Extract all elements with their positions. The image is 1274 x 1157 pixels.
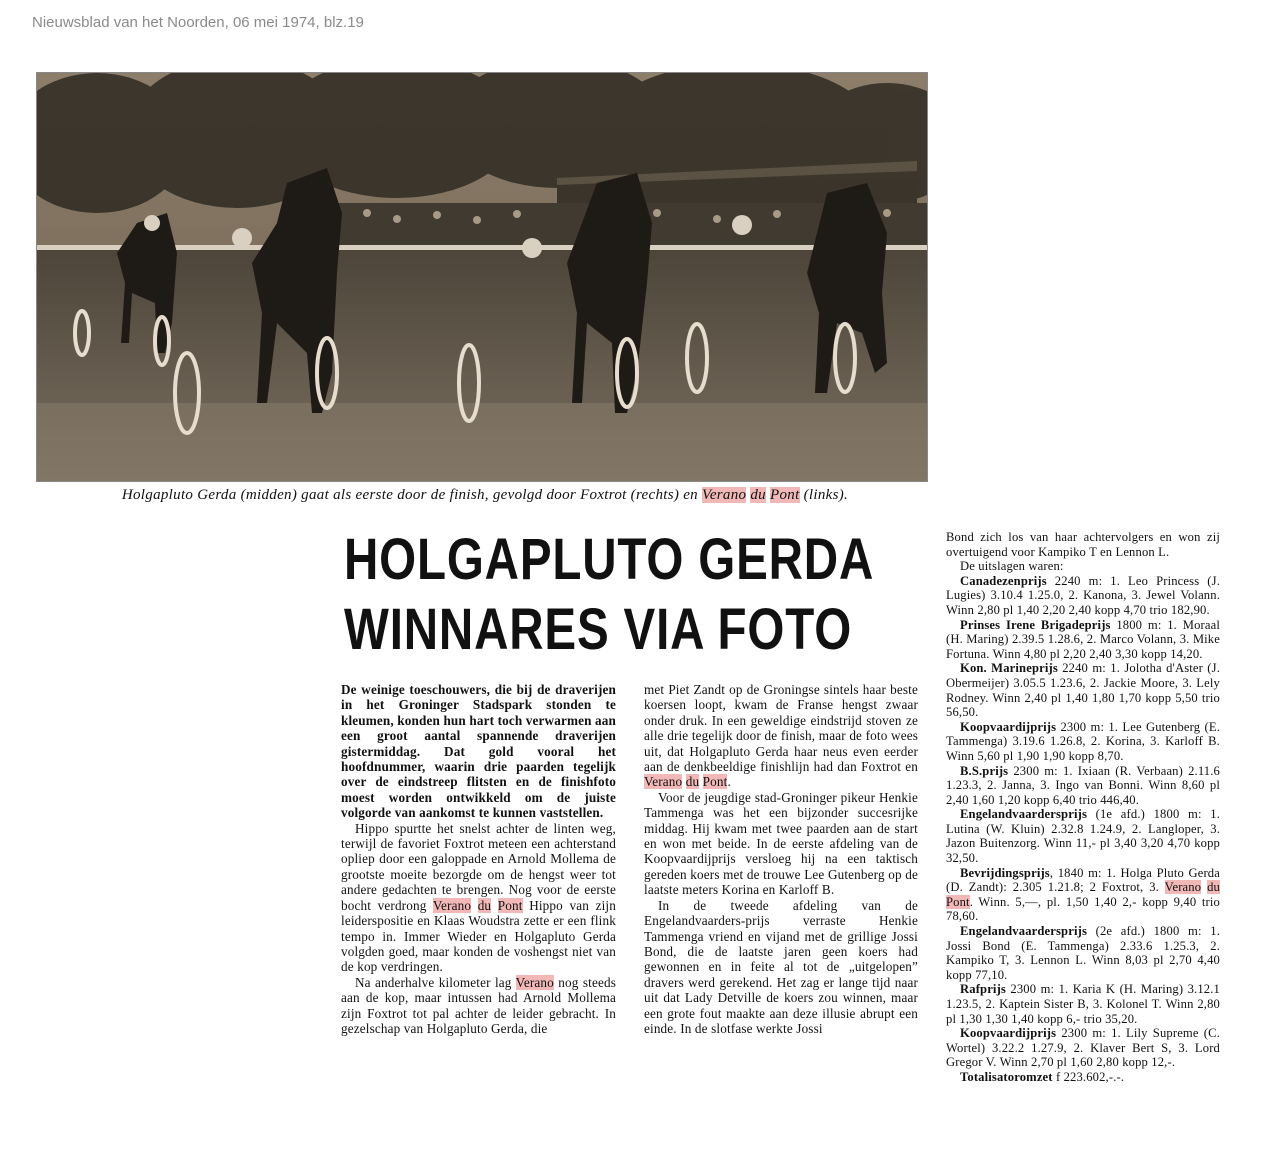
result-entry: Engelandvaardersprijs (2e afd.) 1800 m: 1. Jossi Bond (E. Tammenga) 2.33.6 1.25.3, 2. Kampiko T, 3. Lennon L. Winn 8,03 pl 2,70 4,40 kopp 77,10. [946,924,1220,982]
result-entry: B.S.prijs 2300 m: 1. Ixiaan (R. Verbaan) 2.11.6 1.23.3, 2. Janna, 3. Ingo van Bonni. Winn 8,60 pl 2,40 1,60 1,20 kopp 6,40 trio 446,40. [946,763,1220,807]
result-entry: Koopvaardijprijs 2300 m: 1. Lily Supreme (C. Wortel) 3.22.2 1.27.9, 2. Klaver Bert S, 3. Lord Gregor V. Winn 2,70 pl 1,60 2,80 kopp 12,-. [946,1026,1220,1070]
paragraph: Voor de jeugdige stad-Groninger pikeur Henkie Tammenga was het een bijzonder succesrijke middag. Hij kwam met twee paarden aan de start en won met beide. In de eerste afdeling van de Koopvaardijprijs versloeg hij na een taktisch gereden koers met de trouwe Lee Gutenberg op de laatste meters Korina en Karloff B. [644,789,918,898]
totalisator-total: Totalisatoromzet f 223.602,-.-. [960,1069,1125,1084]
article-column-2 [644,682,918,1036]
headline-line-1: HOLGAPLUTO GERDA [344,527,875,592]
race-photo-illustration [37,73,927,481]
results-intro: De uitslagen waren: [960,559,1064,574]
result-entry: Rafprijs 2300 m: 1. Karia K (H. Maring) 3.12.1 1.23.5, 2. Kaptein Sister B, 3. Kolonel T. Winn 2,80 pl 1,30 1,30 1,40 kopp 6,- trio 35,20. [946,982,1220,1026]
lead-paragraph: De weinige toeschouwers, die bij de draverijen in het Groninger Stadspark stonden te kleumen, konden hun hart toch verwarmen aan een groot aantal spannende draverijen gistermiddag. Dat gold vooral het hoofdnummer, waarin drie paarden tegelijk over de eindstreep flitsten en de finishfoto moest worden ontwikkeld om de juiste volgorde van aankomst te kunnen vaststellen. [341,682,616,821]
article-column-1 [341,682,616,1036]
paragraph: Hippo spurtte het snelst achter de linten weg, terwijl de favoriet Foxtrot meteen een achterstand opliep door een galoppade en Arnold Mollema de grootste moeite bezorgde om de hengst weer tot andere gedachten te brengen. Nog voor de eerste bocht verdrong Verano du Pont Hippo van zijn leiderspositie en Klaas Woudstra zette er een flink tempo in. Immer Wieder en Holgapluto Gerda volgden goed, maar konden de voshengst niet van de kop verdringen. [341,820,616,975]
result-entry: Koopvaardijprijs 2300 m: 1. Lee Gutenberg (E. Tammenga) 3.19.6 1.26.8, 2. Korina, 3. Karloff B. Winn 5,60 pl 1,90 1,90 kopp 8,70. [946,719,1220,763]
paragraph: In de tweede afdeling van de Engelandvaarders-prijs verraste Henkie Tammenga vriend en vijand met de grillige Jossi Bond, die de laatste jaren geen koers had gewonnen en in feite al tot de „uitgelopen” dravers werd gerekend. Het zag er lange tijd naar uit dat Lady Detville de koers zou winnen, maar een grote fout maakte aan deze illusie abrupt een einde. In de slotfase werkte Jossi [644,897,918,1036]
article-column-3 [946,530,1220,1085]
paragraph: met Piet Zandt op de Groningse sintels haar beste koersen loopt, kwam de Franse hengst zwaar onder druk. In een geweldige eindstrijd stoven ze alle drie tegelijk door de finish, maar de foto wees uit, dat Holgapluto Gerda haar neus even eerder aan de denkbeeldige finishlijn had dan Foxtrot en Verano du Pont. [644,682,918,790]
race-photo [36,72,928,482]
paragraph: Bond zich los van haar achtervolgers en won zij overtuigend voor Kampiko T en Lennon L. [946,530,1220,559]
paragraph: Na anderhalve kilometer lag Verano nog steeds aan de kop, maar intussen had Arnold Mollema zijn Foxtrot tot pal achter de leider gebracht. In gezelschap van Holgapluto Gerda, die [341,974,616,1036]
result-entry: Prinses Irene Brigadeprijs 1800 m: 1. Moraal (H. Maring) 2.39.5 1.28.6, 2. Marco Volann, 3. Mike Fortuna. Winn 4,80 pl 2,20 2,40 3,30 kopp 14,20. [946,617,1220,661]
result-entry: Canadezenprijs 2240 m: 1. Leo Princess (J. Lugies) 3.10.4 1.25.0, 2. Kanona, 3. Jewel Volann. Winn 2,80 pl 1,40 2,20 2,40 kopp 4,70 trio 182,90. [946,573,1220,617]
result-entry: Bevrijdingsprijs, 1840 m: 1. Holga Pluto Gerda (D. Zandt): 2.305 1.21.8; 2 Foxtrot, 3. Verano du Pont. Winn. 5,—, pl. 1,50 1,40 2,- kopp 9,40 trio 78,60. [946,865,1220,924]
headline-line-2: WINNARES VIA FOTO [344,597,853,662]
source-label: Nieuwsblad van het Noorden, 06 mei 1974, blz.19 [32,14,364,31]
headline [344,525,875,665]
photo-caption: Holgapluto Gerda (midden) gaat als eerste door de finish, gevolgd door Foxtrot (rechts) en Verano du Pont (links). [121,487,849,503]
result-entry: Kon. Marineprijs 2240 m: 1. Jolotha d'Aster (J. Obermeijer) 3.05.5 1.23.6, 2. Jackie Moore, 3. Lely Rodney. Winn 2,40 pl 1,40 1,80 1,70 kopp 5,50 trio 56,50. [946,661,1220,720]
result-entry: Engelandvaardersprijs (1e afd.) 1800 m: 1. Lutina (W. Kluin) 2.32.8 1.24.9, 2. Langloper, 3. Jazon Buitenzorg. Winn 11,- pl 3,40 3,20 4,70 kopp 32,50. [946,807,1220,866]
